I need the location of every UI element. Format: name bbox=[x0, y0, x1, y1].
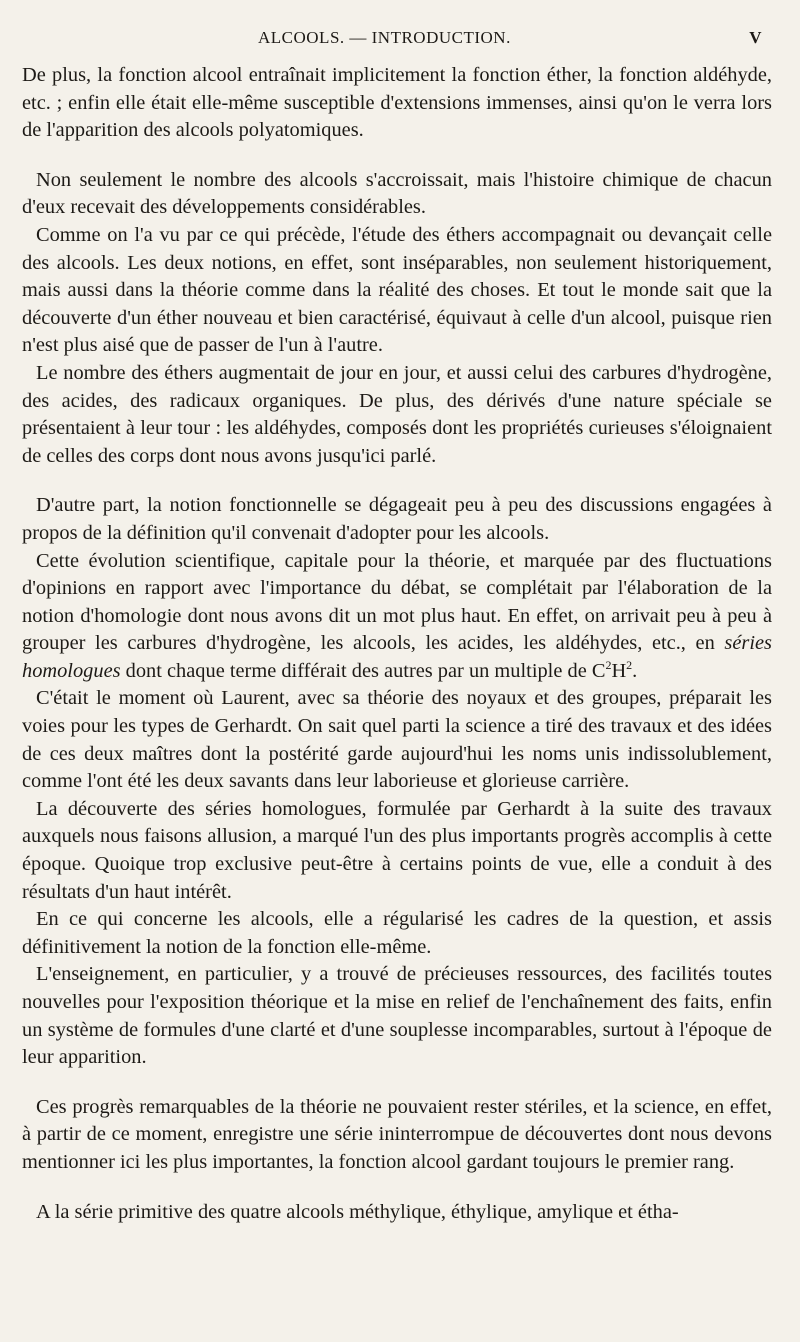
paragraph: Le nombre des éthers augmentait de jour en jour, et aussi celui des carbures d'hydrogène, des acides, des radicaux organiques. De plus, des dérivés d'une nature spéciale se présentaient à leur tour : les aldéhydes, composés dont les propriétés curieuses s'éloignaient de celles des corps dont nous avons jusqu'ici parlé. bbox=[22, 361, 772, 467]
paragraph: En ce qui concerne les alcools, elle a régularisé les cadres de la question, et assis définitivement la notion de la fonction elle-même. bbox=[22, 908, 772, 958]
superscript: 2 bbox=[626, 658, 633, 673]
running-header bbox=[22, 28, 772, 54]
running-title: ALCOOLS. — INTRODUCTION. bbox=[258, 28, 511, 47]
paragraph-text: H bbox=[611, 659, 627, 682]
body-text bbox=[22, 62, 772, 1226]
paragraph-text: Cette évolution scientifique, capitale pour la théorie, et marquée par des fluctuations d'opinions en rapport avec l'importance du débat, se complétait par l'élaboration de la notion d'homologie dont nous avons dit un mot plus haut. En effet, on arrivait peu à peu à grouper les carbures d'hydrogène, les alcools, les acides, les aldéhydes, etc., en bbox=[22, 549, 772, 655]
paragraph: C'était le moment où Laurent, avec sa théorie des noyaux et des groupes, préparait les voies pour les types de Gerhardt. On sait quel parti la science a tiré des travaux et des idées de ces deux maîtres dont la postérité garde aujourd'hui les noms unis indissolublement, comme l'ont été les deux savants dans leur laborieuse et glorieuse carrière. bbox=[22, 687, 772, 793]
paragraph bbox=[22, 548, 772, 686]
paragraph: Comme on l'a vu par ce qui précède, l'étude des éthers accompagnait ou devançait celle des alcools. Les deux notions, en effet, sont inséparables, non seulement historiquement, mais aussi dans la théorie comme dans la réalité des choses. Et tout le monde sait que la découverte d'un éther nouveau et bien caractérisé, équivaut à celle d'un alcool, puisque rien n'est plus aisé que de passer de l'un à l'autre. bbox=[22, 223, 772, 357]
paragraph: La découverte des séries homologues, formulée par Gerhardt à la suite des travaux auxquels nous faisons allusion, a marqué l'un des plus importants progrès accomplis à cette époque. Quoique trop exclusive peut-être à certains points de vue, elle a conduit à des résultats d'un haut intérêt. bbox=[22, 797, 772, 903]
paragraph: De plus, la fonction alcool entraînait implicitement la fonction éther, la fonction aldéhyde, etc. ; enfin elle était elle-même susceptible d'extensions immenses, ainsi qu'on le verra lors de l'apparition des alcools polyatomiques. bbox=[22, 64, 772, 142]
paragraph-text: . bbox=[632, 659, 638, 682]
superscript: 2 bbox=[605, 658, 612, 673]
paragraph: L'enseignement, en particulier, y a trouvé de précieuses ressources, des facilités toutes nouvelles pour l'exposition théorique et la mise en relief de l'enchaînement des faits, enfin un système de formules d'une clarté et d'une souplesse incomparables, surtout à l'époque de leur apparition. bbox=[22, 963, 772, 1069]
paragraph: A la série primitive des quatre alcools méthylique, éthylique, amylique et étha- bbox=[36, 1200, 679, 1223]
emphasis-text: séries homologues bbox=[22, 632, 772, 682]
paragraph-text: dont chaque terme différait des autres par un multiple de C bbox=[120, 659, 606, 682]
paragraph: D'autre part, la notion fonctionnelle se dégageait peu à peu des discussions engagées à propos de la définition qu'il convenait d'adopter pour les alcools. bbox=[22, 494, 772, 544]
paragraph: Ces progrès remarquables de la théorie ne pouvaient rester stériles, et la science, en effet, à partir de ce moment, enregistre une série ininterrompue de découvertes dont nous devons mentionner ici les plus importantes, la fonction alcool gardant toujours le premier rang. bbox=[22, 1095, 772, 1173]
paragraph: Non seulement le nombre des alcools s'accroissait, mais l'histoire chimique de chacun d'eux recevait des développements considérables. bbox=[22, 168, 772, 219]
page-number: V bbox=[749, 28, 762, 47]
